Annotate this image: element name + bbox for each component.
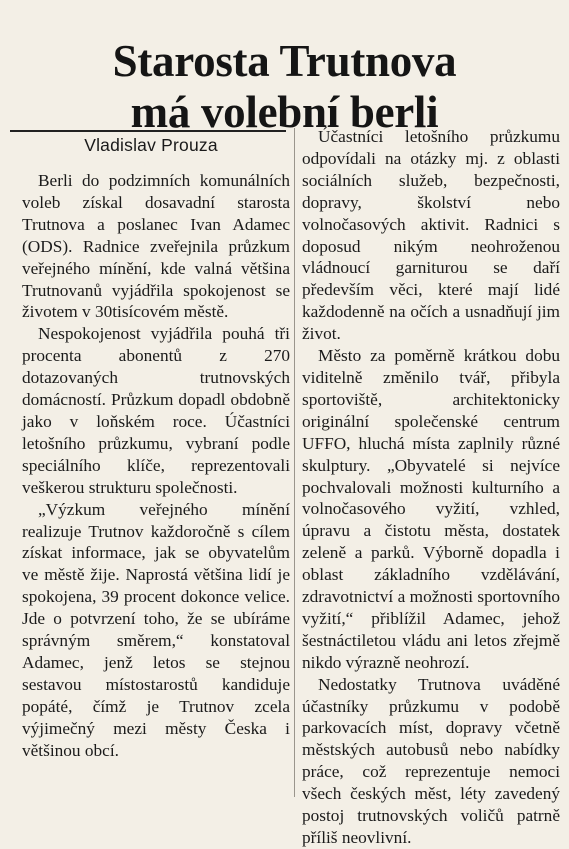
paragraph: „Výzkum veřejného mínění realizuje Trutnov každoročně s cílem získat informace, jak se obyvatelům ve městě žije. Naprostá většina lidí je spokojena, 39 procent dokonce velice. Jde o potvrzení toho, že se ubíráme správným směrem,“ konstatoval Adamec, jenž letos se stejnou sestavou místostarostů kandiduje popáté, čímž je Trutnov zcela výjimečný mezi městy Česka i většinou obcí. — [22, 499, 290, 760]
paragraph: Berli do podzimních komunálních voleb získal dosavadní starosta Trutnova a poslanec Ivan Adamec (ODS). Radnice zveřejnila průzkum veřejného mínění, kde valná většina Trutnovanů vyjádřila spokojenost se životem v 30tisícovém městě. — [22, 171, 290, 322]
column-divider — [294, 128, 295, 797]
paragraph: Nedostatky Trutnova uváděné účastníky průzkumu v podobě parkovacích míst, dopravy včetně městských autobusů nebo nabídky práce, což reprezentuje nemoci všech českých měst, léty zavedený postoj trutnovských voličů patrně příliš neovlivní. — [302, 674, 560, 847]
headline-line-1: Starosta Trutnova — [112, 36, 457, 87]
paragraph: Účastníci letošního průzkumu odpovídali na otázky mj. z oblasti sociálních služeb, bezpečnosti, dopravy, školství nebo volnočasových aktivit. Radnici s doposud nikým neohroženou vládnoucí garniturou se daří především věci, které mají lidé každodenně na očích a usnadňují jim život. — [302, 127, 560, 344]
right-column-text — [302, 126, 560, 849]
paragraph: Nespokojenost vyjádřila pouhá tři procenta abonentů z 270 dotazovaných trutnovských domácností. Průzkum dopadl obdobně jako v loňském roce. Účastníci letošního průzkumu, vybraní podle speciálního klíče, reprezentovali veškerou strukturu společnosti. — [22, 324, 290, 497]
right-column — [302, 126, 560, 847]
headline — [10, 36, 559, 138]
paragraph: Město za poměrně krátkou dobu viditelně změnilo tvář, přibyla sportoviště, architektonicky originální společenské centrum UFFO, hluchá místa zaplnily různé skulptury. „Obyvatelé si nejvíce pochvalovali možnosti kulturního a volnočasového vyžití, vzhled, úpravu a čistotu města, dostatek zeleně a parků. Výborně dopadla i oblast základního vzdělávání, zdravotnictví a možnosti sportovního vyžití,“ přiblížil Adamec, jehož šestnáctiletou vládu ani letos zřejmě nikdo výrazně neohrozí. — [302, 346, 560, 672]
left-column-text — [22, 170, 290, 761]
byline: Vladislav Prouza — [84, 135, 218, 155]
left-column — [22, 126, 290, 803]
headline-line-2: má volební berli — [130, 87, 439, 138]
